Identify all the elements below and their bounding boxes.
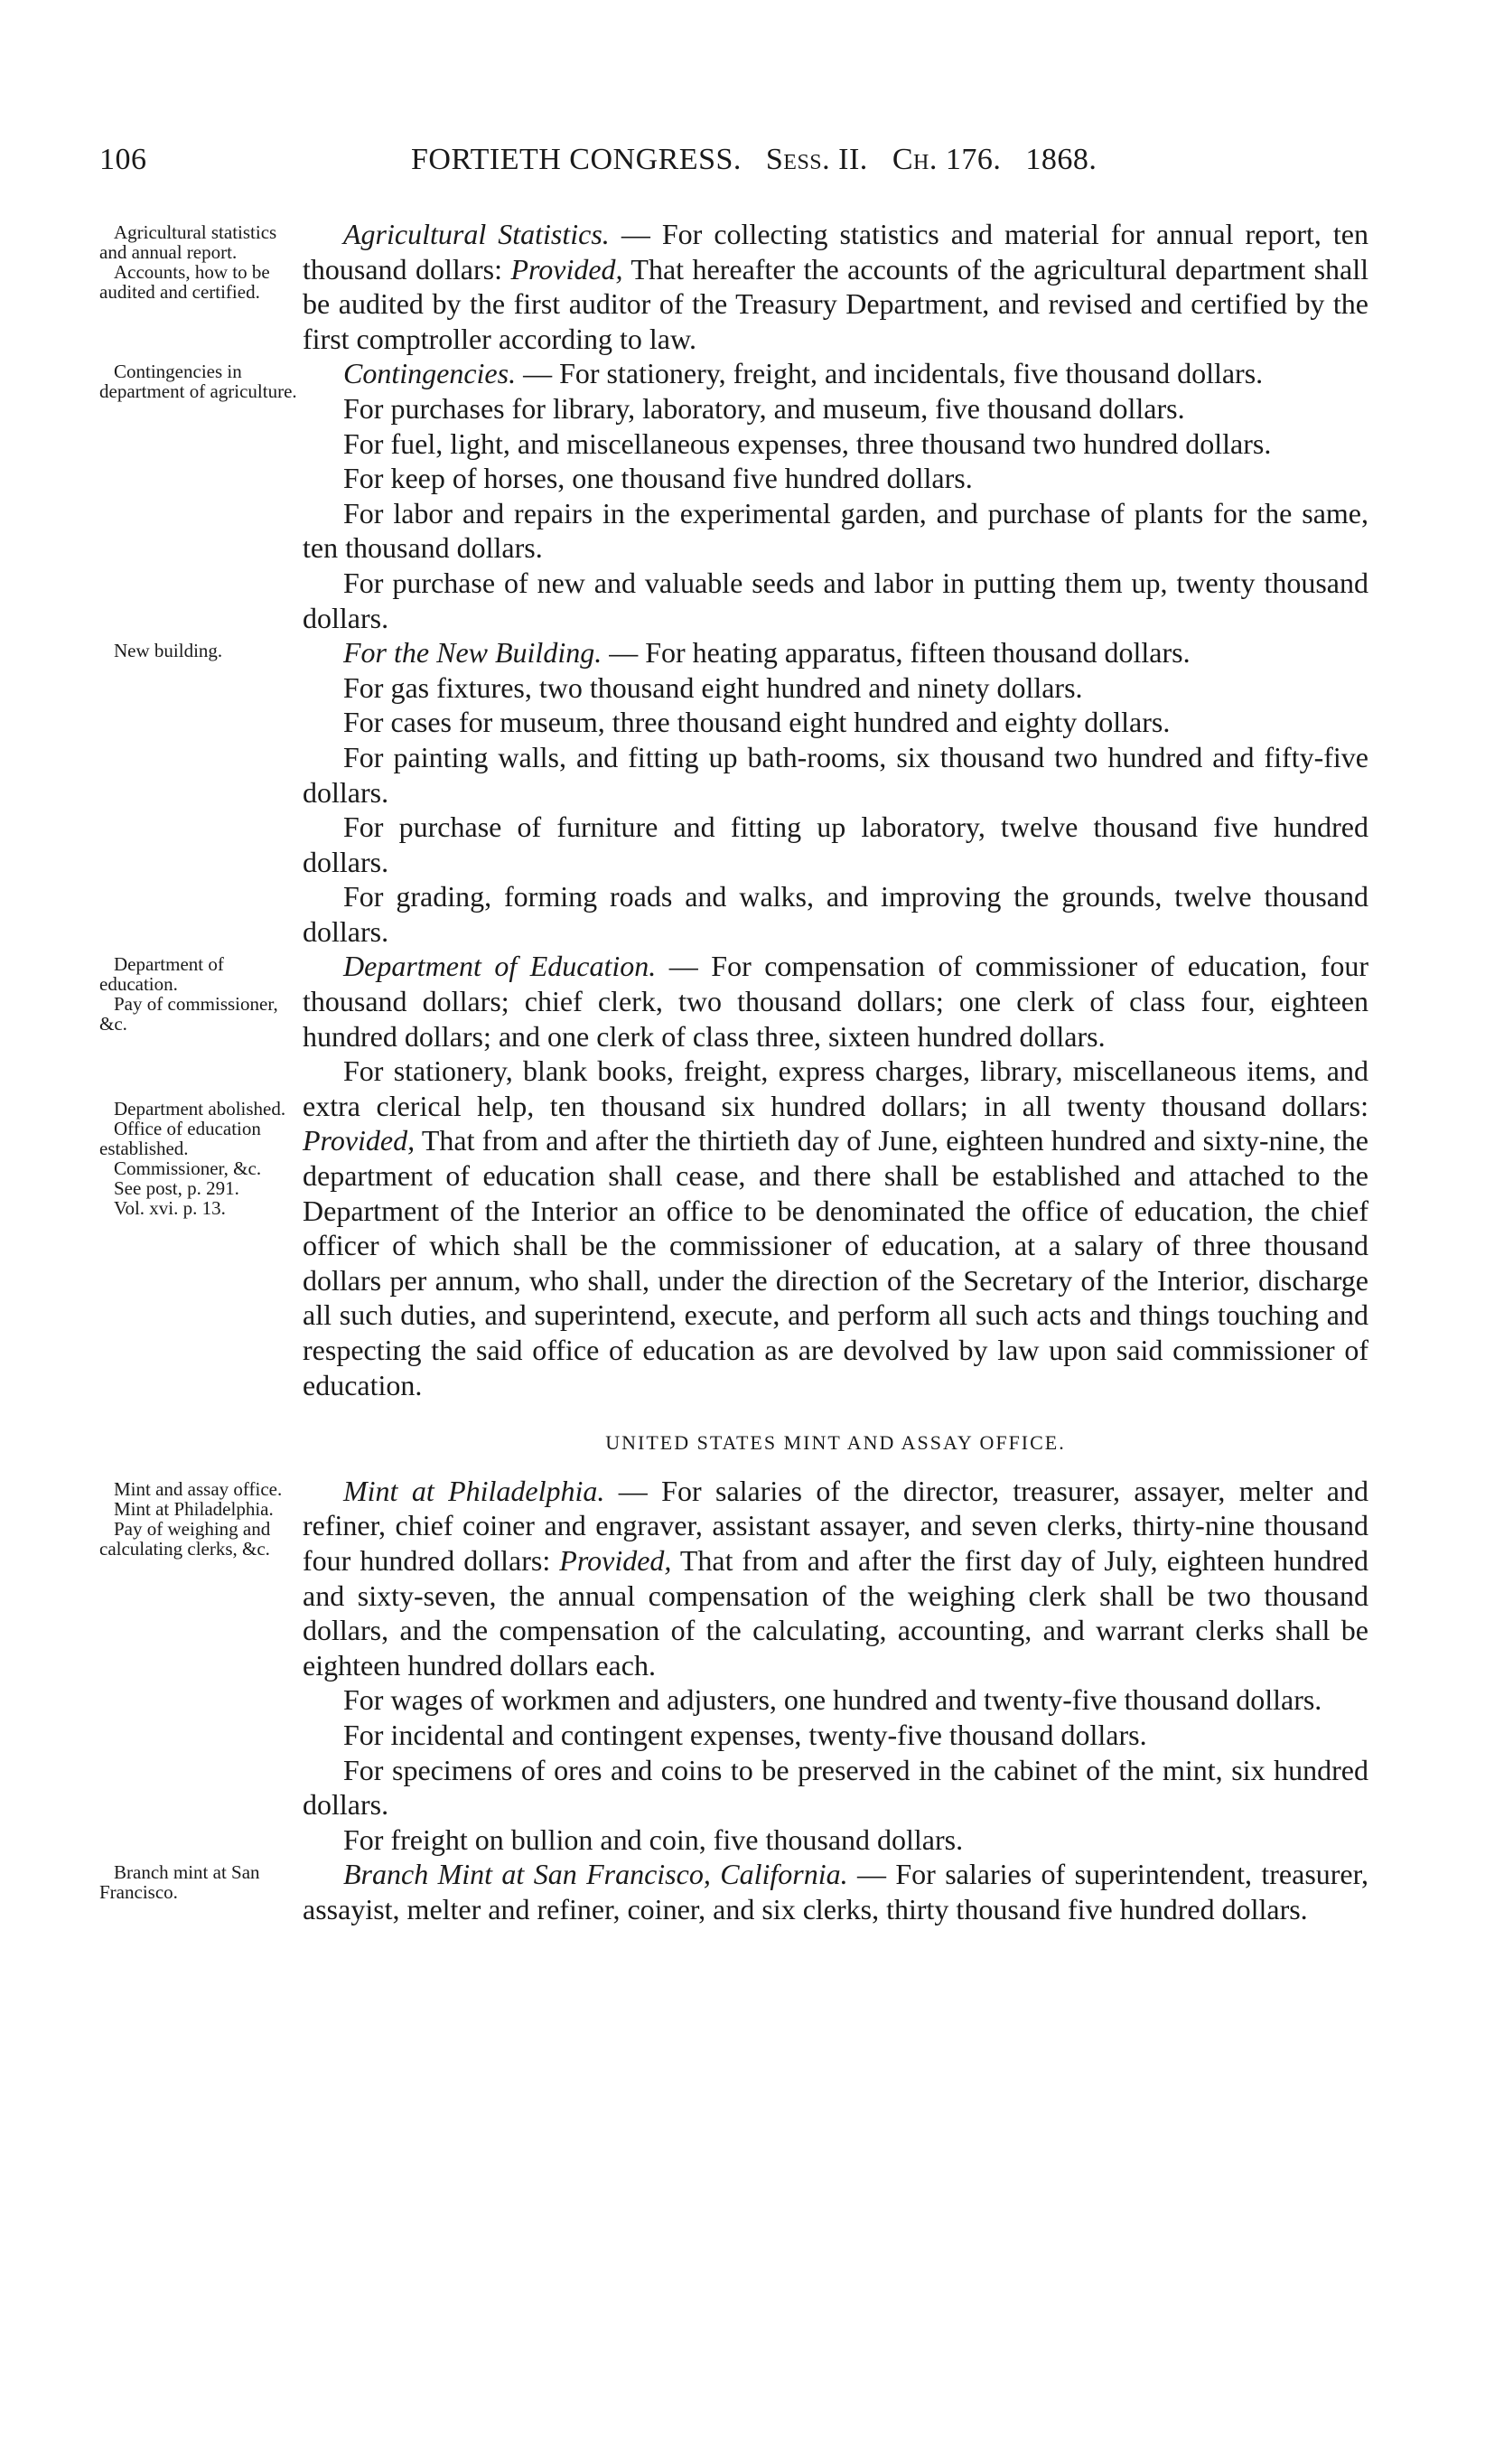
margin-note: See post, p. 291.: [114, 1177, 239, 1200]
margin-notes: [99, 949, 303, 1054]
paragraph-text: For fuel, light, and miscellaneous expenses, three thousand two hundred dollars.: [343, 426, 1272, 460]
paragraph-heading: Contingencies.: [343, 357, 517, 390]
appropriation-block: [99, 1857, 1368, 1926]
margin-note: Mint at Philadelphia.: [114, 1497, 274, 1520]
paragraph: [303, 810, 1368, 879]
margin-note: Pay of commissioner, &c.: [99, 993, 278, 1035]
margin-notes: [99, 356, 303, 635]
margin-note: Vol. xvi. p. 13.: [114, 1197, 226, 1220]
session-label: Sess. II.: [765, 143, 868, 176]
margin-note: Office of education established.: [99, 1118, 261, 1160]
paragraph: [303, 426, 1368, 462]
appropriation-block: [99, 635, 1368, 949]
paragraph-heading: Branch Mint at San Francisco, California.: [343, 1858, 848, 1891]
body-text: [303, 217, 1368, 356]
paragraph: [303, 670, 1368, 706]
paragraph-heading: Agricultural Statistics.: [343, 218, 610, 250]
section-title-col: [303, 1402, 1368, 1474]
paragraph-text-rest: That hereafter the accounts of the agricultural department shall be audited by the first auditor of the Treasury Department, and revised and certified by the first comptroller according to law.: [303, 252, 1369, 355]
paragraph: [303, 1682, 1368, 1718]
paragraph-text: For stationery, blank books, freight, express charges, library, miscellaneous items, and extra clerical help, ten thousand six hundred dollars; in all twenty thousand dollars:: [303, 1054, 1368, 1122]
page-content: [99, 217, 1368, 1927]
paragraph: [303, 566, 1368, 635]
chapter-label: Ch. 176.: [892, 143, 1002, 176]
margin-note: [99, 1079, 303, 1099]
margin-note: Department of education.: [99, 953, 224, 996]
paragraph: [303, 461, 1368, 496]
paragraph-text: For gas fixtures, two thousand eight hundred and ninety dollars.: [343, 670, 1083, 704]
body-text: [303, 949, 1368, 1054]
margin-note: Commissioner, &c.: [114, 1157, 262, 1180]
paragraph-text: For purchase of furniture and fitting up laboratory, twelve thousand five hundred dollars.: [303, 810, 1368, 878]
paragraph: [303, 635, 1368, 670]
margin-notes: [99, 1054, 303, 1402]
paragraph-text: For cases for museum, three thousand eight hundred and eighty dollars.: [343, 706, 1171, 739]
paragraph: [303, 1718, 1368, 1753]
paragraph: [303, 740, 1368, 810]
paragraph-text-rest: That from and after the thirtieth day of June, eighteen hundred and sixty-nine, the department of education shall cease, and there shall be established and attached to the Department of the Interior an office to be denominated the office of education, the chief officer of which shall be the commissioner of education, at a salary of three thousand dollars per annum, who shall, under the direction of the Secretary of the Interior, discharge all such duties, and superintend, execute, and perform all such acts and things touching and respecting the said office of education as are devolved by law upon said commissioner of education.: [303, 1124, 1368, 1401]
paragraph-text: For specimens of ores and coins to be preserved in the cabinet of the mint, six hundred dollars.: [303, 1753, 1368, 1822]
paragraph: [303, 1054, 1368, 1402]
paragraph-text: For painting walls, and fitting up bath-rooms, six thousand two hundred and fifty-five dollars.: [303, 740, 1368, 809]
appropriation-block: [99, 1474, 1368, 1858]
appropriation-block: [99, 217, 1368, 356]
margin-note: New building.: [114, 640, 223, 662]
paragraph-text-rest: That from and after the first day of July, eighteen hundred and sixty-seven, the annual compensation of the weighing clerk shall be two thousand dollars, and the compensation of the calculating, accounting, and warrant clerks shall be eighteen hundred dollars each.: [303, 1543, 1369, 1682]
paragraph-text: For freight on bullion and coin, five thousand dollars.: [343, 1822, 964, 1856]
proviso: Provided,: [510, 252, 623, 286]
paragraph-text: For grading, forming roads and walks, and improving the grounds, twelve thousand dollars.: [303, 880, 1368, 948]
section-title: UNITED STATES MINT AND ASSAY OFFICE.: [605, 1431, 1066, 1455]
paragraph: [303, 356, 1368, 391]
paragraph-heading: For the New Building.: [343, 636, 602, 670]
body-text: [303, 356, 1368, 635]
margin-notes: [99, 217, 303, 356]
paragraph: [303, 949, 1368, 1054]
margin-notes: [99, 1857, 303, 1926]
margin-note: Pay of weighing and calculating clerks, &c.: [99, 1517, 271, 1560]
margin-note: Accounts, how to be audited and certified.: [99, 261, 270, 303]
paragraph-text: For labor and repairs in the experimental garden, and purchase of plants for the same, ten thousand dollars.: [303, 496, 1368, 565]
paragraph-heading: Department of Education.: [343, 950, 657, 983]
body-text: [303, 1857, 1368, 1926]
page-header: [99, 136, 1368, 181]
paragraph-text: For purchase of new and valuable seeds and labor in putting them up, twenty thousand dollars.: [303, 566, 1368, 634]
paragraph: [303, 1753, 1368, 1822]
paragraph: [303, 879, 1368, 949]
paragraph-text: For keep of horses, one thousand five hundred dollars.: [343, 462, 973, 495]
margin-note: Mint and assay office.: [114, 1477, 283, 1500]
paragraph: [303, 1474, 1368, 1683]
appropriation-block: [99, 1054, 1368, 1402]
page-number: 106: [99, 143, 147, 176]
paragraph: [303, 391, 1368, 426]
proviso: Provided,: [559, 1543, 672, 1577]
margin-note: Contingencies in department of agriculture.: [99, 361, 297, 403]
margin-note: Branch mint at San Francisco.: [99, 1861, 260, 1904]
paragraph-text: — For salaries of the director, treasurer, assayer, melter and refiner, chief coiner and engraver, assistant assayer, and seven clerks, thirty-nine thousand four hundred dollars:: [303, 1474, 1369, 1577]
margin-spacer: [99, 1402, 303, 1474]
margin-notes: [99, 1474, 303, 1858]
paragraph-text: — For salaries of superintendent, treasurer, assayist, melter and refiner, coiner, and six clerks, thirty thousand five hundred dollars.: [303, 1858, 1369, 1925]
body-text: [303, 1054, 1368, 1402]
margin-note: [99, 1059, 303, 1079]
paragraph: [303, 1822, 1368, 1858]
paragraph: [303, 496, 1368, 566]
section-title-row: [99, 1402, 1368, 1474]
paragraph-text: — For heating apparatus, fifteen thousand dollars.: [602, 636, 1191, 670]
body-text: [303, 1474, 1368, 1858]
margin-note: Department abolished.: [114, 1098, 286, 1120]
paragraph-text: — For collecting statistics and material for annual report, ten thousand dollars:: [303, 218, 1369, 286]
appropriation-block: [99, 356, 1368, 635]
running-head: [411, 143, 1097, 177]
paragraph: [303, 1857, 1368, 1926]
margin-notes: [99, 635, 303, 949]
paragraph-text: For purchases for library, laboratory, and museum, five thousand dollars.: [343, 391, 1185, 425]
year-label: 1868.: [1025, 143, 1097, 176]
paragraph-text: For wages of workmen and adjusters, one hundred and twenty-five thousand dollars.: [343, 1683, 1322, 1717]
paragraph-text: For incidental and contingent expenses, twenty-five thousand dollars.: [343, 1718, 1147, 1751]
congress-title: FORTIETH CONGRESS.: [411, 143, 742, 176]
paragraph-text: — For stationery, freight, and incidentals, five thousand dollars.: [516, 357, 1264, 390]
proviso: Provided,: [303, 1124, 416, 1157]
appropriation-block: [99, 949, 1368, 1054]
paragraph: [303, 705, 1368, 740]
paragraph-heading: Mint at Philadelphia.: [343, 1474, 605, 1507]
margin-note: Agricultural statistics and annual report.: [99, 221, 277, 263]
body-text: [303, 635, 1368, 949]
paragraph-text: — For compensation of commissioner of education, four thousand dollars; chief clerk, two thousand dollars; one clerk of class four, eighteen hundred dollars; and one clerk of class three, sixteen hundred dollars.: [303, 950, 1369, 1053]
paragraph: [303, 217, 1368, 356]
